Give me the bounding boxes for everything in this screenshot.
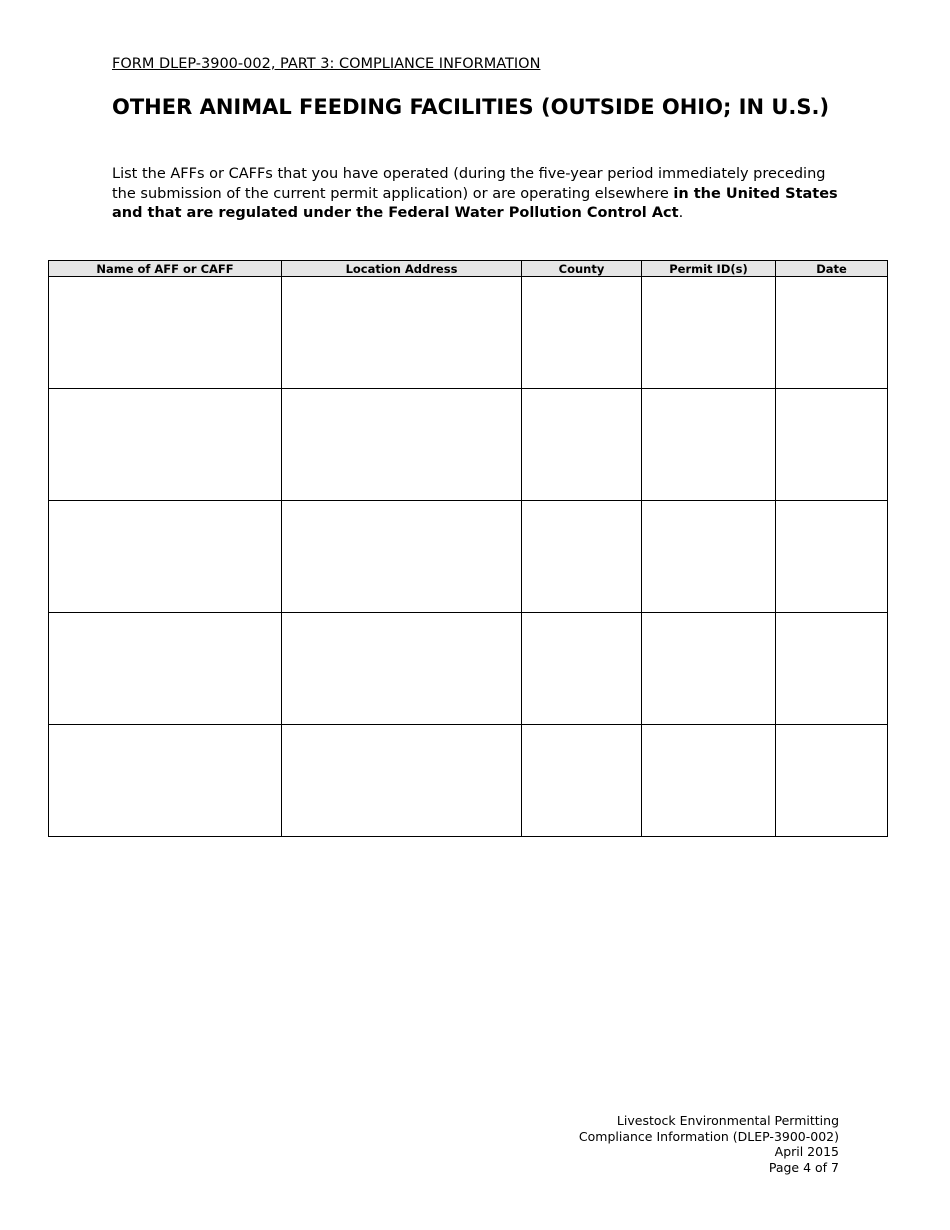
location-address-cell[interactable] [282,501,522,613]
footer-program: Livestock Environmental Permitting [616,1113,839,1128]
permit-ids-cell[interactable] [642,501,776,613]
permit-ids-cell[interactable] [642,725,776,837]
date-cell[interactable] [776,277,888,389]
header-location-address: Location Address [282,261,522,277]
date-cell[interactable] [776,389,888,501]
form-part-label: FORM DLEP-3900-002, PART 3: COMPLIANCE INFORMATION [112,56,541,72]
permit-ids-cell[interactable] [642,277,776,389]
header-county: County [522,261,642,277]
footer-page-number: Page 4 of 7 [768,1159,839,1175]
county-cell[interactable] [522,501,642,613]
header-name: Name of AFF or CAFF [49,261,282,277]
name-cell[interactable] [49,501,282,613]
location-address-cell[interactable] [282,613,522,725]
intro-text: List the AFFs or CAFFs that you have operated (during the five-year period immediately preceding the submission of the current permit application) or are operating elsewhere [112,166,826,202]
date-cell[interactable] [776,613,888,725]
permit-ids-cell[interactable] [642,389,776,501]
table-row [49,725,888,837]
intro-emphasis: in the United States and that are regulated under the Federal Water Pollution Control Act [112,185,838,221]
header-permit-ids: Permit ID(s) [642,261,776,277]
footer-form-id: Compliance Information (DLEP-3900-002) [578,1128,839,1144]
table-header-row [49,261,888,277]
facilities-table [48,260,888,837]
intro-paragraph [112,165,840,224]
name-cell[interactable] [49,277,282,389]
permit-ids-cell[interactable] [642,613,776,725]
intro-period: . [678,205,684,221]
date-cell[interactable] [776,725,888,837]
name-cell[interactable] [49,389,282,501]
date-cell[interactable] [776,501,888,613]
table-row [49,501,888,613]
county-cell[interactable] [522,389,642,501]
location-address-cell[interactable] [282,725,522,837]
page-title: OTHER ANIMAL FEEDING FACILITIES (OUTSIDE OHIO; IN U.S.) [112,95,830,119]
county-cell[interactable] [522,277,642,389]
location-address-cell[interactable] [282,277,522,389]
table-row [49,389,888,501]
county-cell[interactable] [522,725,642,837]
footer-date: April 2015 [774,1144,839,1159]
county-cell[interactable] [522,613,642,725]
location-address-cell[interactable] [282,389,522,501]
name-cell[interactable] [49,725,282,837]
header-date: Date [776,261,888,277]
table-row [49,277,888,389]
page-footer [579,1113,839,1175]
table-row [49,613,888,725]
name-cell[interactable] [49,613,282,725]
